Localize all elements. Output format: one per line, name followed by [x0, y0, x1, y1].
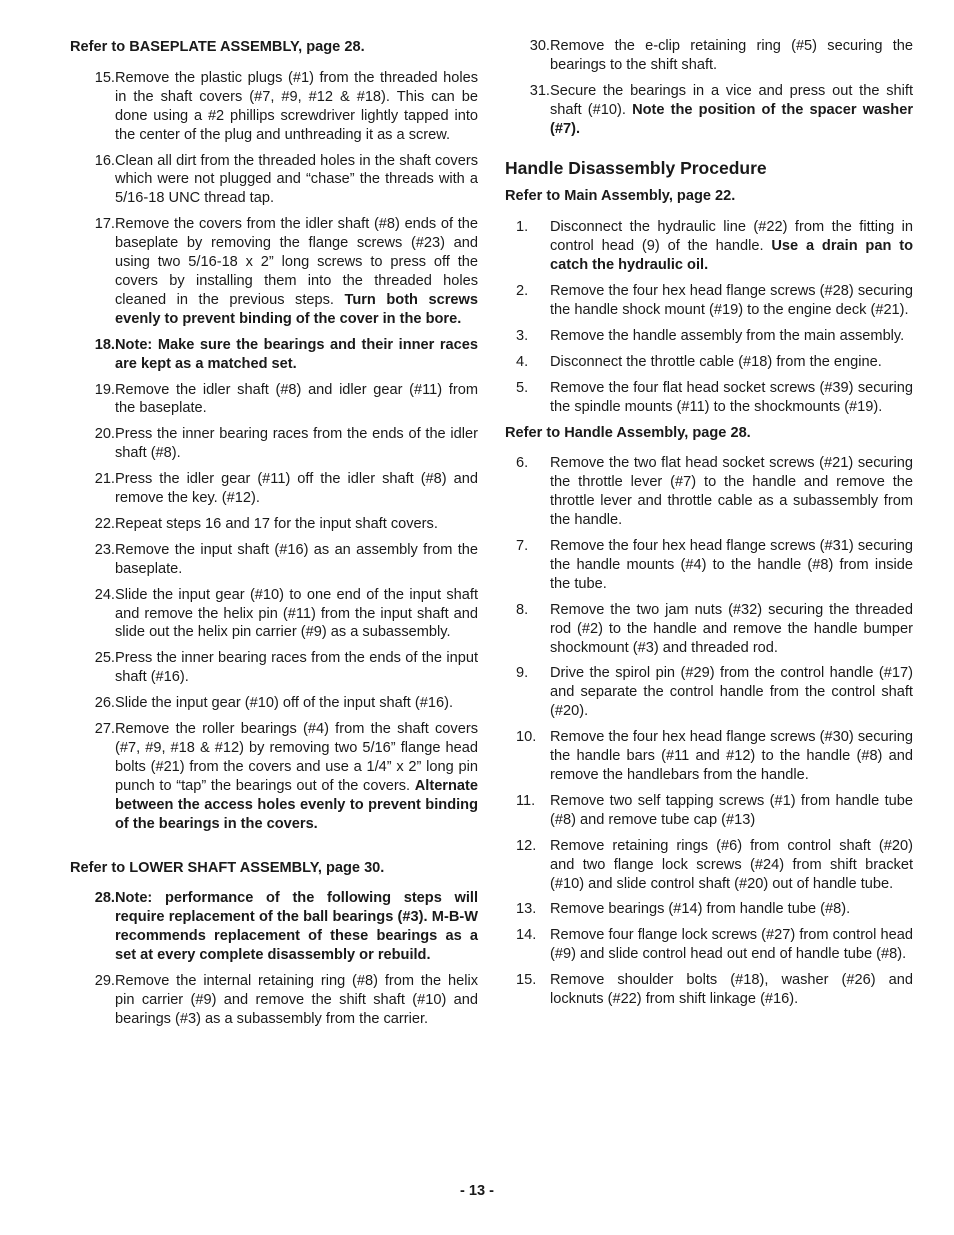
- step-23: [70, 541, 478, 579]
- step-number: 30.: [529, 38, 550, 54]
- step-text-bold: Note the position of the spacer washer (#7).: [550, 101, 913, 137]
- step-text: Press the idler gear (#11) off the idler shaft (#8) and remove the key. (#12).: [115, 471, 478, 507]
- step-19: [70, 381, 478, 419]
- step-text: Remove the input shaft (#16) as an assembly from the baseplate.: [115, 541, 478, 577]
- handle-step-12: [505, 837, 913, 894]
- step-number: 16.: [94, 152, 115, 169]
- handle-step-5: [505, 379, 913, 417]
- step-number: 27.: [94, 721, 115, 738]
- step-number: 8.: [516, 601, 529, 618]
- step-15: [70, 69, 478, 145]
- step-27: [70, 720, 478, 833]
- handle-step-2: [505, 282, 913, 320]
- step-number: 24.: [94, 586, 115, 603]
- step-number: 23.: [94, 541, 115, 558]
- step-text-bold: Alternate between the access holes evenly to prevent binding of the bearings in the covers.: [115, 777, 478, 832]
- step-text-bold: Turn both screws evenly to prevent binding of the cover in the bore.: [115, 291, 478, 327]
- handle-step-1: [505, 218, 913, 275]
- step-number: 3.: [516, 327, 529, 344]
- step-number: 31.: [529, 82, 550, 99]
- step-text: Repeat steps 16 and 17 for the input shaft covers.: [115, 515, 438, 532]
- section-heading-handle-disassembly: Handle Disassembly Procedure: [505, 157, 767, 178]
- step-number: 10.: [516, 729, 537, 746]
- step-number: 26.: [94, 695, 115, 712]
- step-text: Remove the handle assembly from the main assembly.: [550, 327, 905, 344]
- step-number: 28.: [94, 890, 115, 907]
- reference-handle-assembly: Refer to Handle Assembly, page 28.: [505, 424, 751, 441]
- step-17: [70, 215, 478, 328]
- step-text: Remove shoulder bolts (#18), washer (#26) and locknuts (#22) from shift linkage (#16).: [550, 972, 913, 1008]
- step-text: Press the inner bearing races from the ends of the input shaft (#16).: [115, 650, 478, 686]
- handle-step-6: [505, 454, 913, 530]
- step-20: [70, 425, 478, 463]
- handle-step-4: [505, 353, 913, 372]
- step-text-plain: Remove the roller bearings (#4) from the shaft covers (#7, #9, #18 & #12) by removing two 5/16” flange head bolts (#21) from the covers and use a 1/4” x 2” long pin punch to “tap” the bearings out of the covers.: [115, 721, 478, 794]
- reference-lower-shaft-assembly: Refer to LOWER SHAFT ASSEMBLY, page 30.: [70, 859, 385, 876]
- step-28: [70, 889, 478, 965]
- step-29: [70, 972, 478, 1029]
- step-text: Clean all dirt from the threaded holes in the shaft covers which were not plugged and “chase” the threads with a 5/16-18 UNC thread tap.: [115, 152, 478, 207]
- step-number: 1.: [516, 219, 529, 236]
- step-number: 20.: [94, 426, 115, 443]
- step-16: [70, 152, 478, 209]
- handle-step-13: [505, 900, 913, 919]
- step-text: Slide the input gear (#10) to one end of the input shaft and remove the helix pin (#11) from the input shaft and slide out the helix pin carrier (#9) as a subassembly.: [115, 586, 478, 641]
- step-text: Remove the four hex head flange screws (#31) securing the handle mounts (#4) to the handle (#8) from inside the tube.: [550, 538, 913, 592]
- step-number: 22.: [94, 515, 115, 532]
- handle-step-9: [505, 664, 913, 721]
- step-text-plain: Remove the covers from the idler shaft (#8) ends of the baseplate by removing the flange screws (#23) and using two 5/16-18 x 2” long screws to press off the covers by installing them into the threaded holes cleaned in the previous steps.: [115, 216, 478, 308]
- step-text: Remove the internal retaining ring (#8) from the helix pin carrier (#9) and remove the shift shaft (#10) and bearings (#3) as a subassembly from the carrier.: [115, 973, 478, 1027]
- step-text: Remove the four flat head socket screws (#39) securing the spindle mounts (#11) to the shockmounts (#19).: [550, 379, 913, 415]
- step-22: [70, 515, 478, 534]
- step-text: Remove two self tapping screws (#1) from handle tube (#8) and remove tube cap (#13): [550, 792, 913, 828]
- page-number: - 13 -: [459, 1183, 495, 1199]
- step-number: 13.: [516, 901, 537, 918]
- handle-step-3: [505, 327, 913, 346]
- step-number: 7.: [516, 538, 529, 555]
- step-text: [550, 218, 913, 275]
- step-number: 17.: [94, 216, 115, 233]
- step-text: Remove the four hex head flange screws (#30) securing the handle bars (#11 and #12) to the handle (#8) and remove the handlebars from the handle.: [550, 729, 913, 783]
- step-number: 11.: [516, 792, 536, 809]
- step-number: 12.: [516, 837, 537, 854]
- step-text: Remove retaining rings (#6) from control shaft (#20) and two flange lock screws (#24) from shift bracket (#10) and slide control shaft (#20) out of handle tube.: [550, 837, 913, 892]
- step-text: Remove the four hex head flange screws (#28) securing the handle shock mount (#19) to the engine deck (#21).: [550, 283, 913, 318]
- handle-step-10: [505, 728, 913, 785]
- handle-step-8: [505, 601, 913, 658]
- step-number: 15.: [516, 972, 537, 989]
- step-text: Press the inner bearing races from the ends of the idler shaft (#8).: [115, 426, 478, 462]
- step-text: Remove the two flat head socket screws (#21) securing the throttle lever (#7) to the handle and remove the throttle lever and throttle cable as a subassembly from the handle.: [550, 455, 913, 529]
- handle-step-7: [505, 537, 913, 594]
- step-number: 2.: [516, 283, 529, 300]
- handle-step-14: [505, 926, 913, 964]
- step-text: Remove the e-clip retaining ring (#5) securing the bearings to the shift shaft.: [550, 38, 913, 73]
- step-number: 18.: [94, 336, 115, 353]
- step-number: 25.: [94, 650, 115, 667]
- step-text: Note: performance of the following steps will require replacement of the ball bearings (#3). M-B-W recommends replacement of these bearings as a set at every complete disassembly or rebuild.: [115, 890, 478, 964]
- step-number: 15.: [94, 69, 115, 86]
- step-number: 9.: [516, 665, 529, 682]
- step-text: Remove the idler shaft (#8) and idler gear (#11) from the baseplate.: [115, 381, 478, 417]
- reference-baseplate-assembly: Refer to BASEPLATE ASSEMBLY, page 28.: [70, 39, 365, 55]
- step-text: Remove the two jam nuts (#32) securing the threaded rod (#2) to the handle and remove the handle bumper shockmount (#3) and threaded rod.: [550, 601, 913, 656]
- left-column: [70, 36, 478, 1029]
- right-column: [505, 36, 913, 1009]
- step-text: Disconnect the throttle cable (#18) from the engine.: [550, 353, 882, 370]
- step-number: 21.: [94, 471, 115, 488]
- step-26: [70, 694, 478, 713]
- step-text: [115, 215, 478, 328]
- step-30: [505, 37, 913, 75]
- step-31: [505, 82, 913, 139]
- step-text-plain: Disconnect the hydraulic line (#22) from the fitting in control head (9) of the handle.: [550, 219, 913, 255]
- step-text-plain: Secure the bearings in a vice and press out the shift shaft (#10).: [550, 82, 913, 118]
- step-number: 4.: [516, 353, 529, 370]
- step-text: Remove four flange lock screws (#27) from control head (#9) and slide control head out end of handle tube (#8).: [550, 927, 913, 963]
- step-text: [550, 82, 913, 139]
- step-number: 29.: [94, 973, 115, 990]
- handle-step-11: [505, 792, 913, 830]
- step-text: Slide the input gear (#10) off of the input shaft (#16).: [115, 695, 454, 712]
- step-text: [115, 720, 478, 833]
- step-number: 6.: [516, 455, 529, 472]
- step-24: [70, 586, 478, 643]
- reference-main-assembly: Refer to Main Assembly, page 22.: [505, 188, 736, 205]
- step-number: 19.: [94, 381, 115, 398]
- step-text: Remove the plastic plugs (#1) from the threaded holes in the shaft covers (#7, #9, #12 & #18). This can be done using a #2 phillips screwdriver lightly tapped into the center of the plug and unthreading it as a screw.: [115, 69, 478, 143]
- handle-step-15: [505, 971, 913, 1009]
- step-25: [70, 649, 478, 687]
- step-text: Remove bearings (#14) from handle tube (#8).: [550, 901, 851, 918]
- step-text: Note: Make sure the bearings and their inner races are kept as a matched set.: [115, 336, 478, 372]
- step-18: [70, 336, 478, 374]
- step-number: 14.: [516, 927, 537, 944]
- step-text-bold: Use a drain pan to catch the hydraulic oil.: [550, 238, 913, 274]
- step-text: Drive the spirol pin (#29) from the control handle (#17) and separate the control handle from the control shaft (#20).: [550, 665, 913, 720]
- step-21: [70, 470, 478, 508]
- step-number: 5.: [516, 379, 529, 396]
